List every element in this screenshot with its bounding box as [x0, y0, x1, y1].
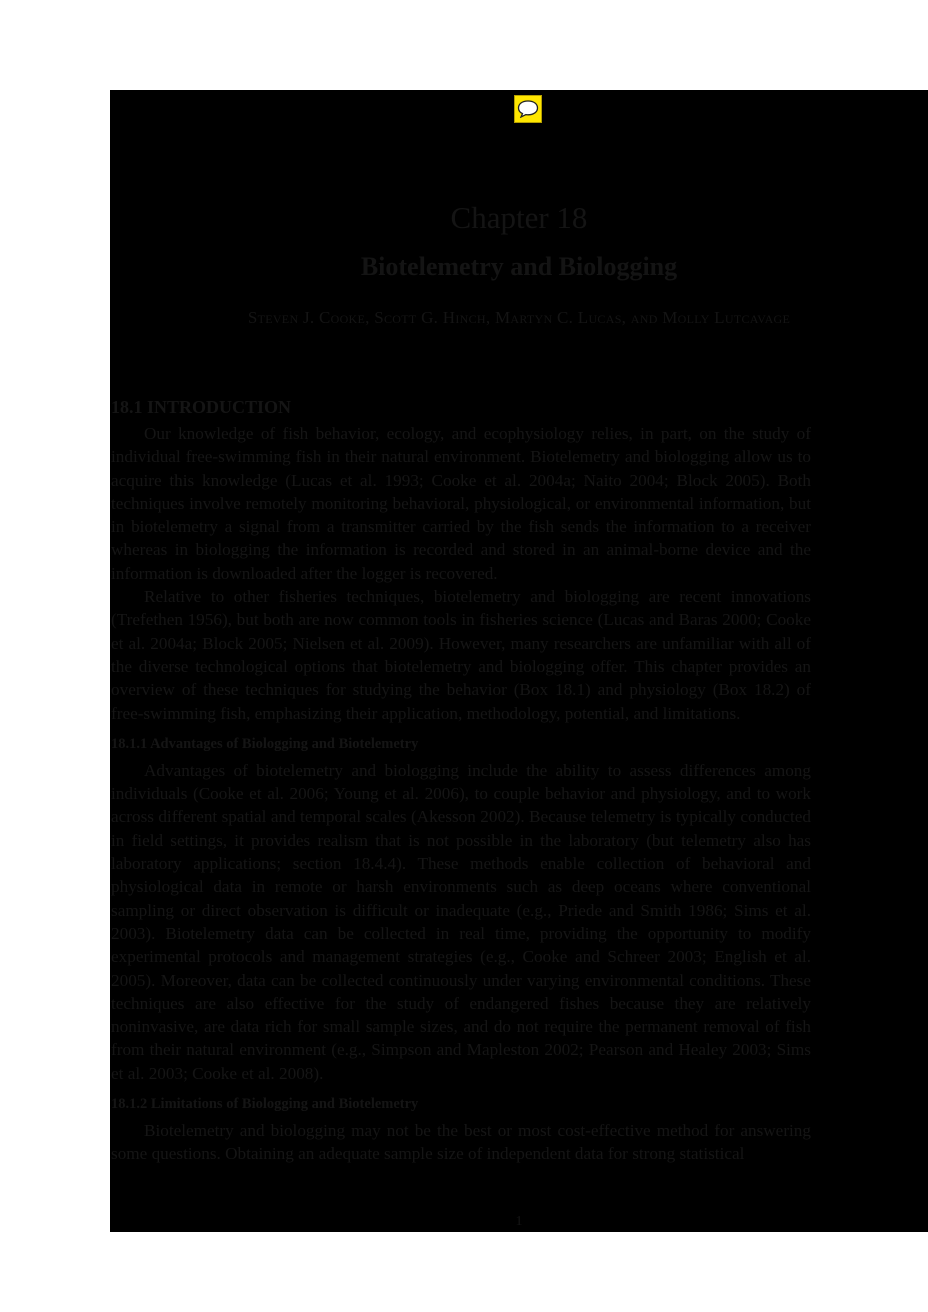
- chapter-body: [111, 396, 811, 1166]
- section-heading-introduction: 18.1 INTRODUCTION: [111, 397, 292, 417]
- subsection-heading-limitations: 18.1.2 Limitations of Biologging and Biotelemetry: [111, 1096, 419, 1113]
- document-page: [110, 90, 928, 1232]
- paragraph: Biotelemetry and biologging may not be the best or most cost-effective method for answering some questions. Obtaining an adequate sample size of independent data for strong statistical: [111, 1121, 811, 1164]
- paragraph: Relative to other fisheries techniques, biotelemetry and biologging are recent innovations (Trefethen 1956), but both are now common tools in fisheries science (Lucas and Baras 2000; Cooke et al. 2004a; Block 2005; Nielsen et al. 2009). However, many researchers are unfamiliar with all of the diverse technological options that biotelemetry and biologging offer. This chapter provides an overview of these techniques for studying the behavior (Box 18.1) and physiology (Box 18.2) of free-swimming fish, emphasizing their application, methodology, potential, and limitations.: [111, 587, 811, 723]
- chapter-number: Chapter 18: [450, 200, 588, 235]
- paragraph: Advantages of biotelemetry and biologging include the ability to assess differences among individuals (Cooke et al. 2006; Young et al. 2006), to couple behavior and physiology, and to work across different spatial and temporal scales (Akesson 2002). Because telemetry is typically conducted in field settings, it provides realism that is not possible in the laboratory (but telemetry also has laboratory applications; section 18.4.4). These methods enable collection of behavioral and physiological data in remote or harsh environments such as deep oceans where conventional sampling or direct observation is difficult or inadequate (e.g., Priede and Smith 1986; Sims et al. 2003). Biotelemetry data can be collected in real time, providing the opportunity to modify experimental protocols and management strategies (e.g., Cooke and Schreer 2003; English et al. 2005). Moreover, data can be collected continuously under varying environmental conditions. These techniques are also effective for the study of endangered fishes because they are relatively noninvasive, are data rich for small sample sizes, and do not require the permanent removal of fish from their natural environment (e.g., Simpson and Mapleston 2002; Pearson and Healey 2003; Sims et al. 2003; Cooke et al. 2008).: [111, 760, 811, 1083]
- paragraph: Our knowledge of fish behavior, ecology, and ecophysiology relies, in part, on the study of individual free-swimming fish in their natural environment. Biotelemetry and biologging allow us to acquire this knowledge (Lucas et al. 1993; Cooke et al. 2004a; Naito 2004; Block 2005). Both techniques involve remotely monitoring behavioral, physiological, or environmental information, but in biotelemetry a signal from a transmitter carried by the fish sends the information to a receiver whereas in biologging the information is recorded and stored in an animal-borne device and the information is downloaded after the logger is recovered.: [111, 424, 811, 583]
- speech-bubble-icon-glyph: [517, 100, 539, 118]
- page-number: 1: [515, 1214, 523, 1229]
- chapter-title: Biotelemetry and Biologging: [360, 252, 678, 281]
- author-list: Steven J. Cooke, Scott G. Hinch, Martyn C. Lucas, and Molly Lutcavage: [247, 308, 791, 327]
- speech-bubble-icon[interactable]: [514, 95, 542, 123]
- subsection-heading-advantages: 18.1.1 Advantages of Biologging and Biotelemetry: [111, 735, 419, 752]
